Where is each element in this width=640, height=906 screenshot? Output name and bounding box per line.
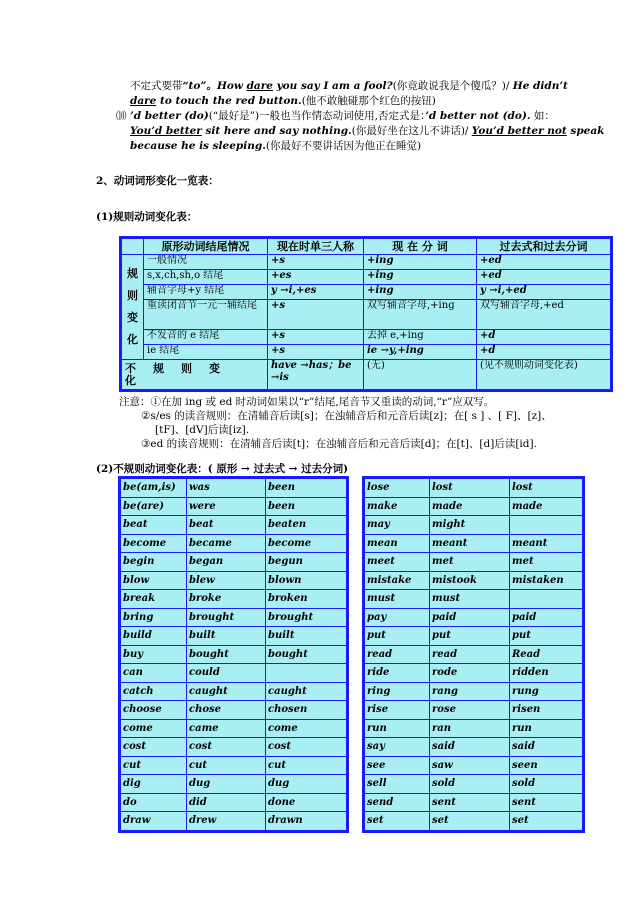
intro-translation: (你最好不要讲话因为他正在睡觉) — [265, 140, 422, 152]
table-cell: meet — [365, 553, 430, 572]
regular-verb-table — [119, 236, 613, 392]
table-cell: catch — [121, 682, 187, 701]
table-cell: +ing — [364, 285, 477, 300]
table-cell: been — [266, 479, 347, 498]
table-cell: met — [430, 553, 510, 572]
table-cell: y →i,+ed — [477, 285, 611, 300]
table-row — [122, 285, 611, 300]
table-cell: chosen — [266, 701, 347, 720]
table-cell — [266, 664, 347, 683]
table-row — [122, 255, 611, 270]
table-cell: have →has；be →is — [268, 360, 364, 390]
table-cell: broken — [266, 590, 347, 609]
table-cell: +s — [268, 255, 364, 270]
table-cell: may — [365, 516, 430, 535]
table-row — [121, 571, 347, 590]
intro-text: 如： — [530, 110, 555, 122]
table-cell: do — [121, 793, 187, 812]
table-cell: cost — [187, 738, 266, 757]
table-row — [121, 664, 347, 683]
table-row — [121, 756, 347, 775]
table-row — [365, 608, 583, 627]
side-label-char: 规 — [127, 267, 138, 280]
table-cell: made — [430, 497, 510, 516]
table-cell: met — [510, 553, 583, 572]
note-line: 注意：①在加 ing 或 ed 时动词如果以“r”结尾,尾音节又重读的动词,“r”应双写。 — [119, 396, 495, 408]
intro-example: ’d better not (do). — [425, 110, 531, 122]
table-row — [365, 645, 583, 664]
table-cell: meant — [510, 534, 583, 553]
table-cell: +s — [268, 330, 364, 345]
table-cell: lose — [365, 479, 430, 498]
table-cell: +ed — [477, 270, 611, 285]
intro-example: You’d better — [130, 125, 202, 137]
intro-line-5 — [130, 139, 421, 153]
table-cell: set — [510, 812, 583, 831]
table-row — [365, 738, 583, 757]
intro-line-4 — [130, 124, 604, 138]
table-cell: Read — [510, 645, 583, 664]
table-row — [121, 497, 347, 516]
intro-example: dare — [130, 95, 157, 107]
table-cell: sold — [510, 775, 583, 794]
table-cell: mean — [365, 534, 430, 553]
table-row — [122, 270, 611, 285]
table-cell: were — [187, 497, 266, 516]
intro-example: because he is sleeping. — [130, 140, 266, 152]
table-row — [121, 627, 347, 646]
table-cell: ran — [430, 719, 510, 738]
table-cell: must — [365, 590, 430, 609]
table-cell: say — [365, 738, 430, 757]
table-cell: be(are) — [121, 497, 187, 516]
table-cell: run — [365, 719, 430, 738]
table-cell: caught — [266, 682, 347, 701]
table-cell: became — [187, 534, 266, 553]
intro-example: How — [216, 80, 247, 92]
table-cell: cost — [121, 738, 187, 757]
table-cell: set — [430, 812, 510, 831]
table-cell: set — [365, 812, 430, 831]
table-row — [122, 300, 611, 330]
table-row — [365, 793, 583, 812]
table-header-cell: 现 在 分 词 — [364, 239, 477, 255]
table-cell: beaten — [266, 516, 347, 535]
table-row — [365, 627, 583, 646]
intro-example: He didn’t — [512, 80, 568, 92]
table-header-cell: 过去式和过去分词 — [477, 239, 611, 255]
table-row — [365, 719, 583, 738]
table-cell — [510, 516, 583, 535]
intro-example: you say I am a fool? — [272, 80, 393, 92]
intro-text: 不定式要带 — [130, 80, 183, 92]
table-row — [121, 645, 347, 664]
table-cell: drawn — [266, 812, 347, 831]
table-cell: ring — [365, 682, 430, 701]
table-cell: come — [266, 719, 347, 738]
table-cell: 不发音的 e 结尾 — [144, 330, 268, 345]
table-cell: become — [266, 534, 347, 553]
table-cell: 双写辅音字母,+ed — [477, 300, 611, 330]
table-cell: mistook — [430, 571, 510, 590]
table-cell: begun — [266, 553, 347, 572]
table-cell: blew — [187, 571, 266, 590]
table-row — [121, 553, 347, 572]
table-cell: put — [430, 627, 510, 646]
table-cell: ride — [365, 664, 430, 683]
table-cell: blown — [266, 571, 347, 590]
table-cell: cost — [266, 738, 347, 757]
table-cell: 双写辅音字母,+ing — [364, 300, 477, 330]
table-cell: built — [266, 627, 347, 646]
side-label-char: 变 — [127, 311, 138, 324]
table-cell: make — [365, 497, 430, 516]
table-row — [365, 590, 583, 609]
table-cell: beat — [121, 516, 187, 535]
intro-example: You’d better not — [471, 125, 567, 137]
table-row — [122, 330, 611, 345]
table-row — [365, 682, 583, 701]
table-row — [121, 775, 347, 794]
table-row — [121, 608, 347, 627]
table-cell: beat — [187, 516, 266, 535]
table-cell: +ed — [477, 255, 611, 270]
table-cell: paid — [430, 608, 510, 627]
table-cell: rang — [430, 682, 510, 701]
table-header-cell: 原形动词结尾情况 — [144, 239, 268, 255]
table-cell: made — [510, 497, 583, 516]
table-cell: (无) — [364, 360, 477, 390]
side-label — [122, 255, 144, 360]
table-header-cell: 现在时单三人称 — [268, 239, 364, 255]
note-line: ②s/es 的读音规则：在清辅音后读[s]；在浊辅音后和元音后读[z]；在[ s ] 、[ F]、[z]、 — [141, 410, 552, 422]
table-cell: did — [187, 793, 266, 812]
table-cell: +es — [268, 270, 364, 285]
table-cell: cut — [121, 756, 187, 775]
table-cell: +ing — [364, 255, 477, 270]
table-cell: become — [121, 534, 187, 553]
table-cell: 不规则变化 — [122, 360, 268, 390]
table-cell: ridden — [510, 664, 583, 683]
table-cell — [510, 590, 583, 609]
table-cell: see — [365, 756, 430, 775]
table-cell: seen — [510, 756, 583, 775]
table-cell: can — [121, 664, 187, 683]
table-cell: +s — [268, 345, 364, 360]
table-cell: 一般情况 — [144, 255, 268, 270]
item-number: ⑽ — [116, 110, 127, 122]
table-cell: saw — [430, 756, 510, 775]
regular-table-title: (1)规则动词变化表： — [96, 211, 198, 223]
table-cell: caught — [187, 682, 266, 701]
table-row-irregular — [122, 360, 611, 390]
table-row — [121, 516, 347, 535]
note-line: ③ed 的读音规则：在清辅音后读[t]；在浊辅音后和元音后读[d]；在[t]、[d]后读[id]. — [141, 438, 537, 450]
irregular-verb-table-left — [118, 476, 349, 833]
table-row — [121, 534, 347, 553]
table-cell: said — [510, 738, 583, 757]
table-cell: came — [187, 719, 266, 738]
table-cell: dug — [187, 775, 266, 794]
table-row — [365, 701, 583, 720]
table-cell: been — [266, 497, 347, 516]
table-row — [365, 479, 583, 498]
table-cell: drew — [187, 812, 266, 831]
table-row — [365, 553, 583, 572]
table-cell: ie →y,+ing — [364, 345, 477, 360]
table-row — [121, 793, 347, 812]
table-cell: 重读闭音节一元一辅结尾 — [144, 300, 268, 330]
table-cell: brought — [266, 608, 347, 627]
irregular-table-title: (2)不规则动词变化表：( 原形 → 过去式 → 过去分词) — [96, 463, 349, 475]
table-cell: 辅音字母+y 结尾 — [144, 285, 268, 300]
table-cell: 去掉 e,+ing — [364, 330, 477, 345]
table-cell: ie 结尾 — [144, 345, 268, 360]
table-cell: meant — [430, 534, 510, 553]
section-heading: 2、动词词形变化一览表： — [96, 175, 219, 187]
table-cell: blow — [121, 571, 187, 590]
table-cell: rode — [430, 664, 510, 683]
table-cell: cut — [187, 756, 266, 775]
table-cell: sent — [510, 793, 583, 812]
intro-text: “to”。 — [182, 80, 217, 92]
table-cell: put — [365, 627, 430, 646]
table-header-cell — [122, 239, 144, 255]
table-row — [121, 479, 347, 498]
table-cell: be(am,is) — [121, 479, 187, 498]
table-cell: rose — [430, 701, 510, 720]
table-row — [365, 516, 583, 535]
table-cell: was — [187, 479, 266, 498]
intro-example: ’d better (do) — [126, 110, 209, 122]
table-cell: buy — [121, 645, 187, 664]
table-cell: read — [430, 645, 510, 664]
table-cell: sent — [430, 793, 510, 812]
table-cell: build — [121, 627, 187, 646]
table-cell: sold — [430, 775, 510, 794]
table-row — [121, 812, 347, 831]
table-cell: +ing — [364, 270, 477, 285]
table-cell: bought — [187, 645, 266, 664]
table-row — [121, 590, 347, 609]
intro-translation: (他不敢触碰那个红色的按钮) — [301, 95, 436, 107]
intro-text: (“最好是”)一般也当作情态动词使用,否定式是： — [208, 110, 426, 122]
intro-line-2 — [130, 94, 436, 108]
table-cell: bought — [266, 645, 347, 664]
table-row — [365, 571, 583, 590]
table-cell: could — [187, 664, 266, 683]
table-cell: paid — [510, 608, 583, 627]
table-cell: dug — [266, 775, 347, 794]
table-cell: dig — [121, 775, 187, 794]
intro-example: speak — [566, 125, 605, 137]
intro-line-1 — [130, 79, 568, 93]
table-cell: said — [430, 738, 510, 757]
table-row — [121, 682, 347, 701]
intro-example: dare — [246, 80, 273, 92]
note-line: [tF]、[dV]后读[iz]. — [155, 424, 250, 436]
table-cell: +s — [268, 300, 364, 330]
table-row — [365, 497, 583, 516]
table-cell: +d — [477, 330, 611, 345]
table-cell: cut — [266, 756, 347, 775]
table-cell: rung — [510, 682, 583, 701]
table-cell: break — [121, 590, 187, 609]
table-cell: begin — [121, 553, 187, 572]
table-cell: read — [365, 645, 430, 664]
table-row — [365, 812, 583, 831]
table-cell: done — [266, 793, 347, 812]
table-row — [365, 664, 583, 683]
intro-translation: (你最好坐在这儿不讲话)/ — [351, 125, 472, 137]
table-cell: mistake — [365, 571, 430, 590]
table-cell: brought — [187, 608, 266, 627]
table-cell: built — [187, 627, 266, 646]
table-cell: draw — [121, 812, 187, 831]
table-row — [121, 701, 347, 720]
table-cell: might — [430, 516, 510, 535]
table-cell: lost — [510, 479, 583, 498]
table-cell: rise — [365, 701, 430, 720]
intro-line-3 — [116, 109, 555, 123]
table-cell: y →i,+es — [268, 285, 364, 300]
table-cell: risen — [510, 701, 583, 720]
intro-translation: (你竟敢说我是个傻瓜？)/ — [392, 80, 513, 92]
side-label-char: 则 — [127, 289, 138, 302]
table-row — [121, 738, 347, 757]
table-row — [365, 775, 583, 794]
intro-example: sit here and say nothing. — [201, 125, 352, 137]
table-cell: (见不规则动词变化表) — [477, 360, 611, 390]
table-row — [365, 534, 583, 553]
table-cell: lost — [430, 479, 510, 498]
table-cell: choose — [121, 701, 187, 720]
table-cell: come — [121, 719, 187, 738]
side-label-char: 化 — [127, 333, 138, 346]
table-cell: began — [187, 553, 266, 572]
table-cell: run — [510, 719, 583, 738]
table-cell: mistaken — [510, 571, 583, 590]
table-cell: sell — [365, 775, 430, 794]
table-cell: put — [510, 627, 583, 646]
table-cell: broke — [187, 590, 266, 609]
table-row — [365, 756, 583, 775]
table-row — [121, 719, 347, 738]
intro-example: to touch the red button. — [156, 95, 302, 107]
table-cell: bring — [121, 608, 187, 627]
table-cell: send — [365, 793, 430, 812]
table-cell: chose — [187, 701, 266, 720]
table-cell: must — [430, 590, 510, 609]
table-cell: pay — [365, 608, 430, 627]
table-row — [122, 345, 611, 360]
table-header-row — [122, 239, 611, 255]
table-cell: +d — [477, 345, 611, 360]
table-cell: s,x,ch,sh,o 结尾 — [144, 270, 268, 285]
irregular-verb-table-right — [362, 476, 585, 833]
